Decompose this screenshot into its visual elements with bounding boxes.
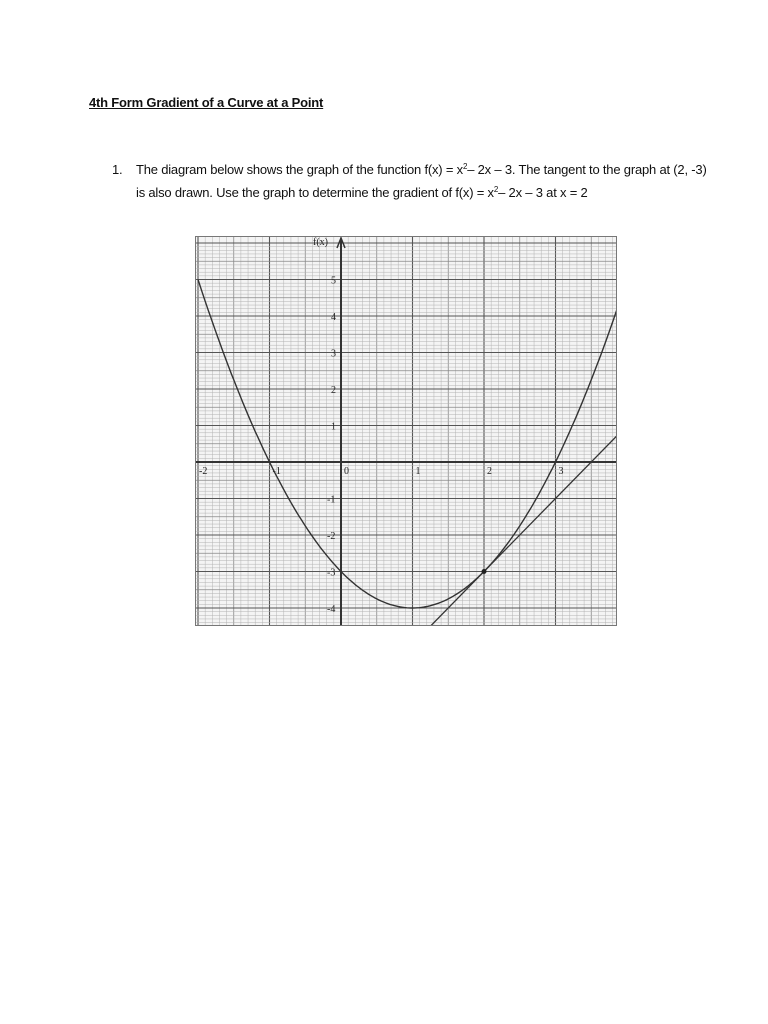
y-tick-label: -2 — [327, 531, 336, 542]
y-tick-label: 2 — [331, 385, 336, 396]
y-axis-label: f(x) — [313, 237, 328, 248]
y-tick-label: 4 — [331, 312, 336, 323]
question-text — [136, 158, 716, 204]
page-title: 4th Form Gradient of a Curve at a Point — [89, 95, 324, 110]
graph-svg — [195, 236, 617, 626]
exponent-1: 2 — [462, 162, 468, 171]
y-tick-label: -3 — [327, 567, 336, 579]
y-tick-label: 3 — [331, 348, 336, 360]
question-number: 1. — [112, 162, 123, 177]
y-tick-label: 1 — [331, 421, 336, 433]
x-tick-label: 0 — [344, 466, 349, 477]
y-tick-label: -4 — [327, 604, 336, 615]
x-tick-label: -1 — [272, 466, 281, 477]
x-tick-label: 2 — [487, 466, 492, 477]
x-tick-label: 1 — [415, 466, 421, 477]
y-tick-label: 5 — [331, 275, 336, 287]
x-tick-label: -2 — [199, 466, 208, 477]
exponent-2: 2 — [493, 185, 499, 194]
tangent-point — [482, 569, 487, 574]
question-text-part-1: The diagram below shows the graph of the function f(x) = x — [136, 162, 463, 177]
graph-border — [196, 237, 617, 626]
question-text-part-3: – 2x – 3 at x = 2 — [498, 185, 588, 200]
y-tick-label: -1 — [327, 494, 336, 506]
question-text-part-2: – 2x – 3. The tangent to the graph at (2, -3) is also drawn. Use the graph to determine the gradient of f(x) = x — [136, 162, 707, 200]
x-tick-label: 3 — [558, 466, 564, 477]
graph-figure — [195, 236, 617, 626]
